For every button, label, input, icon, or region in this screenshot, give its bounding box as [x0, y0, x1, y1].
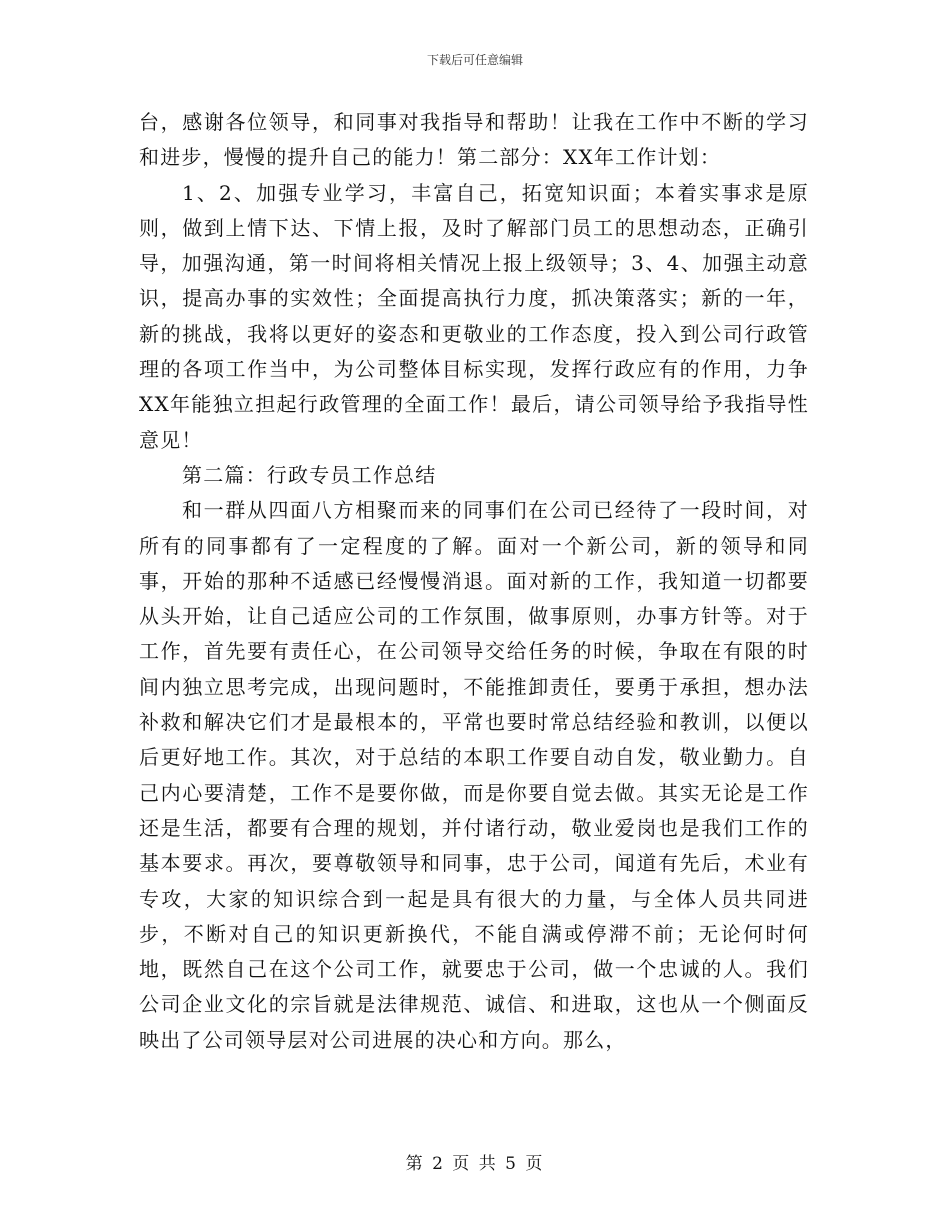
section-heading: 第二篇：行政专员工作总结	[182, 462, 437, 487]
paragraph-summary: 和一群从四面八方相聚而来的同事们在公司已经待了一段时间，对所有的同事都有了一定程度的了解。面对一个新公司，新的领导和同事，开始的那种不适感已经慢慢消退。面对新的工作，我知道一切都要从头开始，让自己适应公司的工作氛围，做事原则，办事方针等。对于工作，首先要有责任心，在公司领导交给任务的时候，争取在有限的时间内独立思考完成，出现问题时，不能推卸责任，要勇于承担，想办法补救和解决它们才是最根本的，平常也要时常总结经验和教训，以便以后更好地工作。其次，对于总结的本职工作要自动自发，敬业勤力。自己内心要清楚，工作不是要你做，而是你要自觉去做。其实无论是工作还是生活，都要有合理的规划，并付诸行动，敬业爱岗也是我们工作的基本要求。再次，要尊敬领导和同事，忠于公司，闻道有先后，术业有专攻，大家的知识综合到一起是具有很大的力量，与全体人员共同进步，不断对自己的知识更新换代，不能自满或停滞不前；无论何时何地，既然自己在这个公司工作，就要忠于公司，做一个忠诚的人。我们公司企业文化的宗旨就是法律规范、诚信、和进取，这也从一个侧面反映出了公司领导层对公司进展的决心和方向。那么，	[139, 498, 809, 1052]
paragraph-work-plan: 1、2、加强专业学习，丰富自己，拓宽知识面；本着实事求是原则，做到上情下达、下情上报，及时了解部门员工的思想动态，正确引导，加强沟通，第一时间将相关情况上报上级领导；3、4、加强主动意识，提高办事的实效性；全面提高执行力度，抓决策落实；新的一年，新的挑战，我将以更好的姿态和更敬业的工作态度，投入到公司行政管理的各项工作当中，为公司整体目标实现，发挥行政应有的作用，力争XX年能独立担起行政管理的全面工作！最后，请公司领导给予我指导性意见！	[139, 180, 809, 452]
document-body	[139, 105, 809, 1058]
page-header: 下载后可任意编辑	[426, 53, 523, 67]
paragraph-continuation: 台，感谢各位领导，和同事对我指导和帮助！让我在工作中不断的学习和进步，慢慢的提升自己的能力！第二部分：XX年工作计划：	[139, 110, 809, 170]
page-number-footer: 第 2 页 共 5 页	[405, 1154, 545, 1174]
